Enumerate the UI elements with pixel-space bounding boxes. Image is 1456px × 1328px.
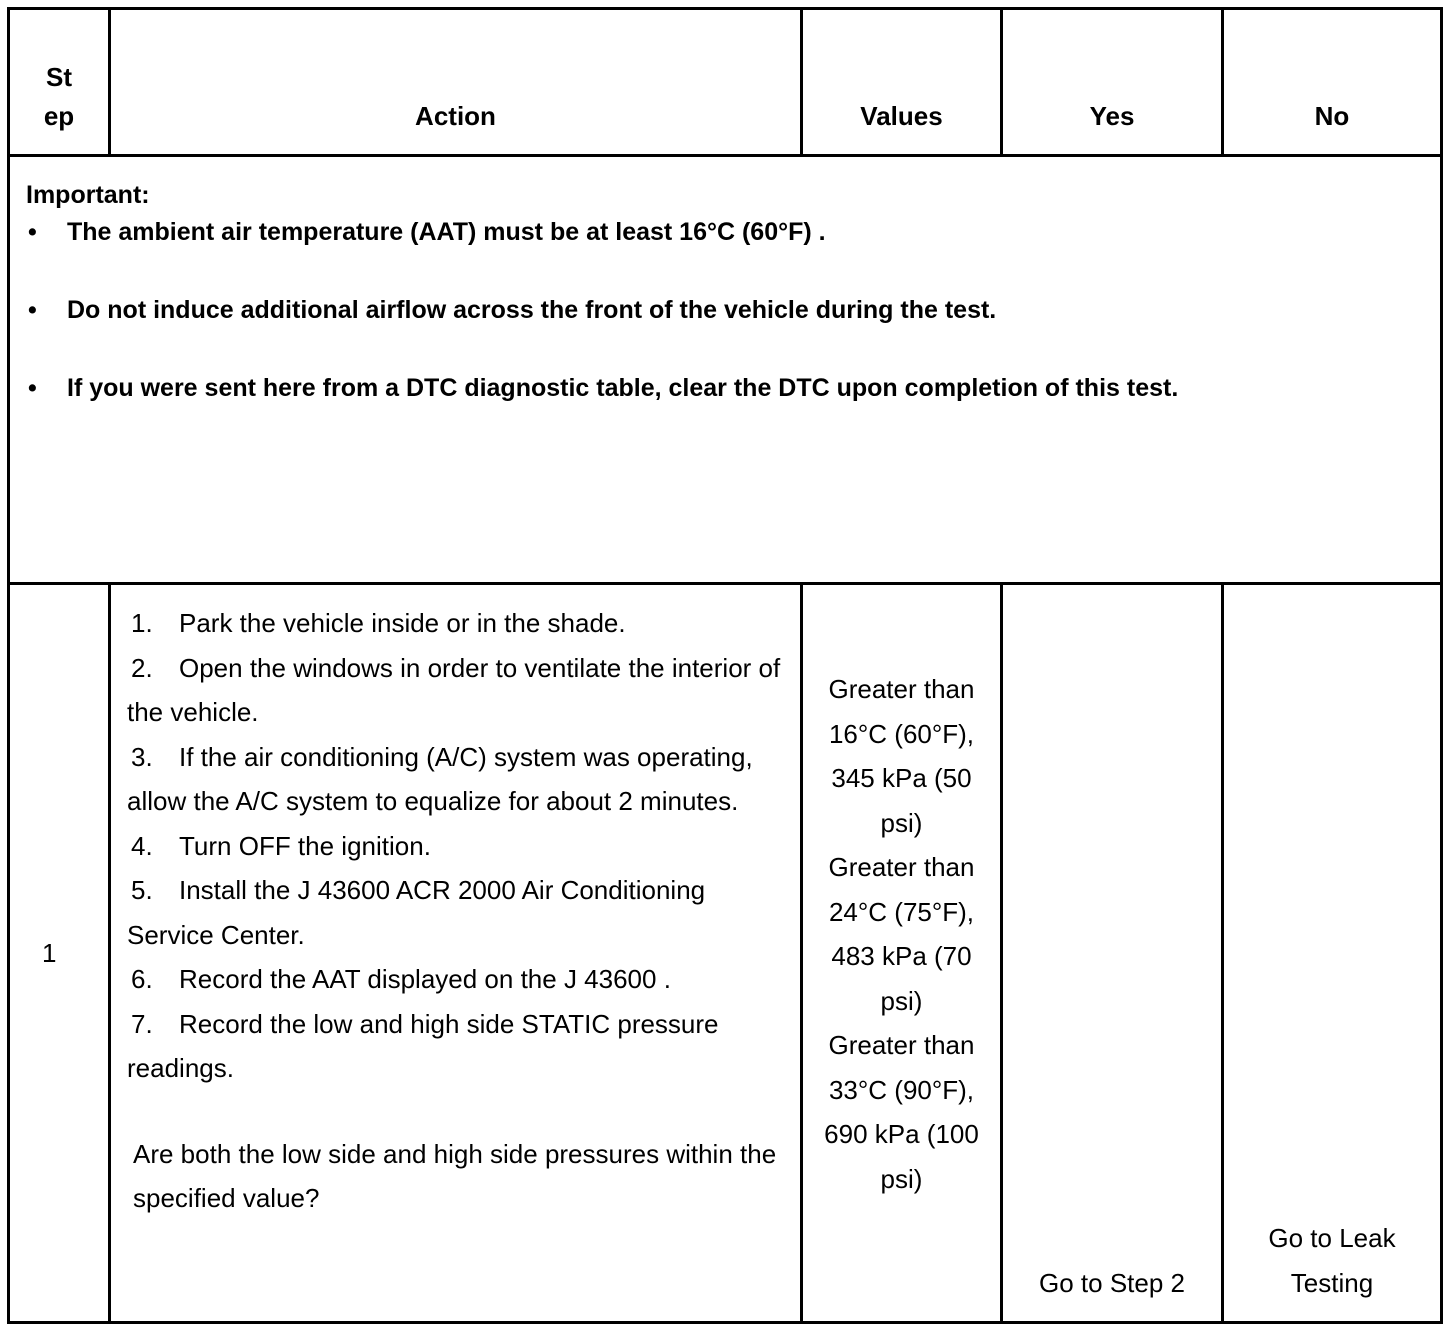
important-row [9, 156, 1442, 584]
step-number: 1 [9, 584, 110, 1323]
action-item-text: Open the windows in order to ventilate the interior of the vehicle. [127, 652, 781, 727]
action-cell [110, 584, 802, 1323]
bullet-icon: • [28, 296, 37, 324]
value-item: Greater than 24°C (75°F), 483 kPa (70 psi) [828, 852, 975, 1016]
header-yes: Yes [1002, 9, 1223, 156]
table-row [9, 584, 1442, 1323]
action-item-number: 1. [131, 608, 153, 638]
header-step-label: St ep [43, 62, 75, 131]
action-item-number: 5. [131, 875, 153, 905]
no-text: Go to Leak Testing [1268, 1223, 1396, 1298]
important-item-text: The ambient air temperature (AAT) must be at least 16°C (60°F) . [67, 218, 826, 246]
list-item [26, 369, 1440, 408]
table-header-row [9, 9, 1442, 156]
action-item [127, 824, 788, 869]
action-item [127, 957, 788, 1002]
header-no: No [1223, 9, 1442, 156]
action-item-text: Record the AAT displayed on the J 43600 . [179, 964, 671, 994]
action-item [127, 1002, 788, 1091]
bullet-icon: • [28, 218, 37, 246]
yes-cell: Go to Step 2 [1002, 584, 1223, 1323]
value-item: Greater than 33°C (90°F), 690 kPa (100 psi) [824, 1030, 979, 1194]
action-item-text: Install the J 43600 ACR 2000 Air Conditioning Service Center. [127, 875, 706, 950]
list-item [26, 213, 1440, 252]
action-item [127, 601, 788, 646]
header-action: Action [110, 9, 802, 156]
bullet-icon: • [28, 374, 37, 402]
important-title: Important: [26, 181, 150, 209]
action-item-number: 3. [131, 741, 153, 772]
action-item-text: Park the vehicle inside or in the shade. [179, 608, 626, 638]
header-values: Values [802, 9, 1002, 156]
header-step [9, 9, 110, 156]
action-item-text: Turn OFF the ignition. [179, 830, 431, 861]
action-item-number: 7. [131, 1008, 153, 1039]
values-cell [802, 584, 1002, 1323]
action-item-number: 2. [131, 652, 153, 683]
action-item [127, 735, 788, 824]
no-cell [1223, 584, 1442, 1323]
important-list [26, 213, 1440, 408]
action-item [127, 868, 788, 957]
action-item-number: 6. [131, 964, 153, 994]
important-item-text: Do not induce additional airflow across the front of the vehicle during the test. [67, 296, 997, 324]
action-item [127, 646, 788, 735]
diagnostic-table [7, 7, 1443, 1324]
value-item: Greater than 16°C (60°F), 345 kPa (50 psi) [828, 674, 975, 838]
action-item-text: Record the low and high side STATIC pressure readings. [127, 1008, 719, 1083]
action-item-text: If the air conditioning (A/C) system was operating, allow the A/C system to equalize for about 2 minutes. [127, 741, 753, 816]
step-question: Are both the low side and high side pressures within the specified value? [133, 1138, 777, 1213]
important-cell [9, 156, 1442, 584]
action-item-number: 4. [131, 830, 153, 861]
important-item-text: If you were sent here from a DTC diagnostic table, clear the DTC upon completion of this test. [67, 374, 1179, 402]
list-item [26, 291, 1440, 330]
